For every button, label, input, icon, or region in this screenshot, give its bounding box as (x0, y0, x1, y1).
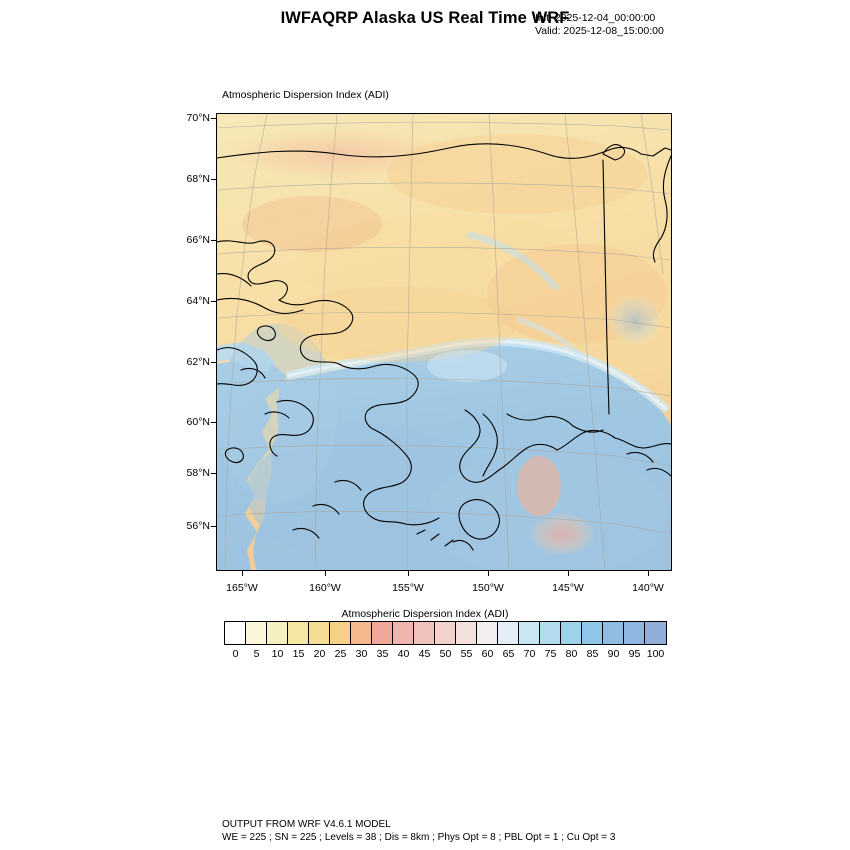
model-output-footer (222, 818, 615, 844)
colorbar-tick-label: 95 (628, 648, 641, 660)
x-tick-label: 140°W (632, 582, 664, 594)
colorbar-tick-label: 60 (481, 648, 494, 660)
colorbar-swatch (246, 622, 267, 644)
colorbar-swatch (393, 622, 414, 644)
colorbar-tick-label: 25 (334, 648, 347, 660)
map-canvas (217, 114, 671, 570)
colorbar-tick-label: 20 (313, 648, 326, 660)
colorbar-tick-label: 90 (607, 648, 620, 660)
colorbar-tick-label: 100 (646, 648, 665, 660)
colorbar-swatch (456, 622, 477, 644)
colorbar-tick-label: 85 (586, 648, 599, 660)
colorbar-swatch (519, 622, 540, 644)
y-axis-labels (168, 113, 210, 571)
plot-field-label: Atmospheric Dispersion Index (ADI) (222, 89, 389, 101)
y-tick-label: 64°N (186, 295, 210, 307)
colorbar-swatch (225, 622, 246, 644)
colorbar-tick-label: 40 (397, 648, 410, 660)
colorbar-tick-labels (224, 648, 665, 662)
colorbar-swatch (267, 622, 288, 644)
colorbar-tick-label: 75 (544, 648, 557, 660)
valid-time: Valid: 2025-12-08_15:00:00 (535, 25, 664, 37)
colorbar-tick-label: 65 (502, 648, 515, 660)
init-time: Init: 2025-12-04_00:00:00 (535, 12, 656, 24)
y-tick-label: 66°N (186, 234, 210, 246)
colorbar-tick-label: 10 (271, 648, 284, 660)
colorbar-tick-label: 45 (418, 648, 431, 660)
map-plot-area (216, 113, 672, 571)
colorbar-swatch (351, 622, 372, 644)
colorbar-tick-label: 35 (376, 648, 389, 660)
colorbar-swatch (435, 622, 456, 644)
run-time-info (535, 12, 664, 38)
x-tick-label: 165°W (226, 582, 258, 594)
colorbar-tick-label: 50 (439, 648, 452, 660)
y-tick-label: 58°N (186, 467, 210, 479)
colorbar-swatch (477, 622, 498, 644)
colorbar-tick-label: 80 (565, 648, 578, 660)
colorbar-swatch (288, 622, 309, 644)
x-tick-label: 150°W (472, 582, 504, 594)
colorbar-title: Atmospheric Dispersion Index (ADI) (341, 608, 509, 620)
x-axis-labels (216, 582, 672, 598)
colorbar-tick-label: 15 (292, 648, 305, 660)
colorbar-tick-label: 0 (232, 648, 239, 660)
y-tick-label: 60°N (186, 416, 210, 428)
footer-line-1: OUTPUT FROM WRF V4.6.1 MODEL (222, 819, 391, 830)
colorbar-swatch (372, 622, 393, 644)
y-tick-label: 62°N (186, 356, 210, 368)
x-tick-label: 160°W (309, 582, 341, 594)
colorbar-swatch (309, 622, 330, 644)
y-tick-label: 68°N (186, 173, 210, 185)
colorbar-swatch (603, 622, 624, 644)
y-tick-label: 70°N (186, 112, 210, 124)
colorbar-tick-label: 30 (355, 648, 368, 660)
colorbar-swatch (561, 622, 582, 644)
footer-line-2: WE = 225 ; SN = 225 ; Levels = 38 ; Dis = 8km ; Phys Opt = 8 ; PBL Opt = 1 ; Cu Opt = 3 (222, 832, 616, 843)
colorbar (224, 621, 667, 645)
colorbar-tick-label: 5 (253, 648, 260, 660)
colorbar-swatch (414, 622, 435, 644)
colorbar-tick-label: 55 (460, 648, 473, 660)
x-tick-label: 155°W (392, 582, 424, 594)
colorbar-swatch (540, 622, 561, 644)
colorbar-swatch (582, 622, 603, 644)
x-tick-label: 145°W (552, 582, 584, 594)
colorbar-swatch (645, 622, 666, 644)
page-title: IWFAQRP Alaska US Real Time WRF (280, 9, 570, 27)
colorbar-swatch (498, 622, 519, 644)
colorbar-tick-label: 70 (523, 648, 536, 660)
colorbar-swatch (624, 622, 645, 644)
colorbar-swatch (330, 622, 351, 644)
y-tick-label: 56°N (186, 520, 210, 532)
